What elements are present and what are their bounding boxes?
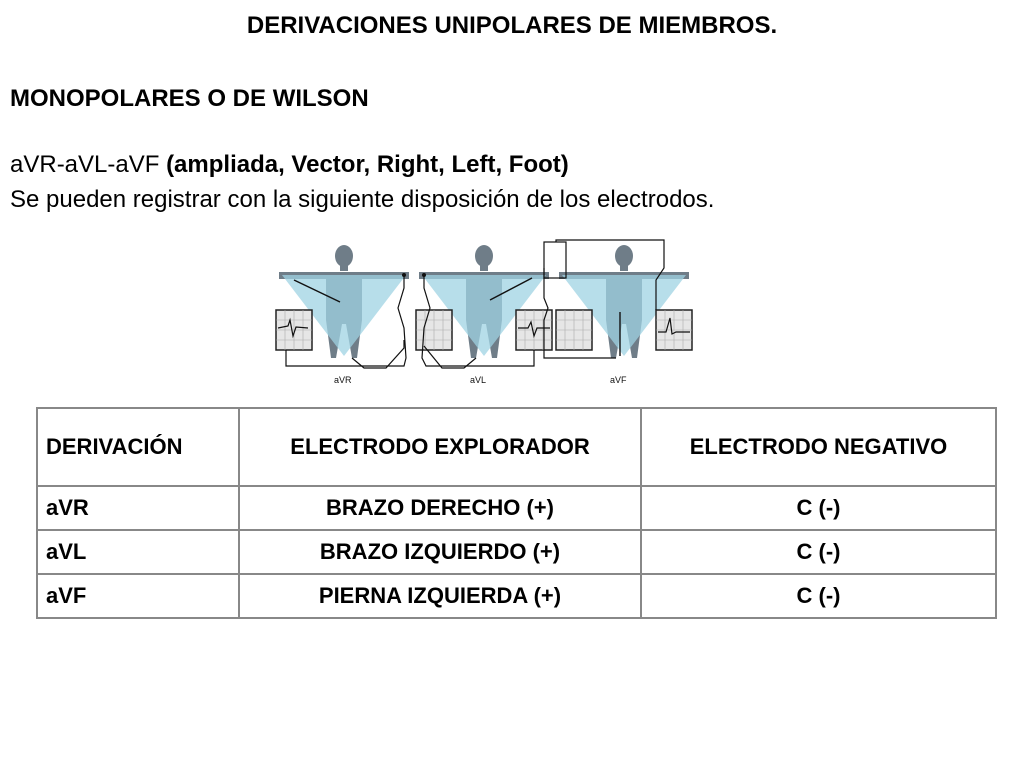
table-row [37,486,996,530]
cell-derivacion: aVF [37,574,239,618]
header-electrodo-negativo: ELECTRODO NEGATIVO [641,408,996,486]
header-derivacion: DERIVACIÓN [37,408,239,486]
cell-explorador: BRAZO IZQUIERDO (+) [239,530,641,574]
electrode-diagram [274,228,694,390]
cell-derivacion: aVL [37,530,239,574]
cell-explorador: PIERNA IZQUIERDA (+) [239,574,641,618]
header-electrodo-explorador: ELECTRODO EXPLORADOR [239,408,641,486]
table-row [37,574,996,618]
cell-derivacion: aVR [37,486,239,530]
avf-diagram [544,240,692,385]
table-row [37,530,996,574]
cell-explorador: BRAZO DERECHO (+) [239,486,641,530]
slide-title: DERIVACIONES UNIPOLARES DE MIEMBROS. [246,12,778,39]
cell-negativo: C (-) [641,530,996,574]
leads-description [10,151,569,179]
diagram-label-avl: aVL [470,375,487,385]
diagram-label-avr: aVR [334,375,352,385]
leads-names: aVR-aVL-aVF [10,151,167,178]
cell-negativo: C (-) [641,486,996,530]
section-subtitle: MONOPOLARES O DE WILSON [10,85,369,112]
avl-diagram [416,245,552,385]
leads-table [36,407,997,619]
avr-diagram [276,245,409,385]
cell-negativo: C (-) [641,574,996,618]
table-header-row [37,408,996,486]
leads-meaning: (ampliada, Vector, Right, Left, Foot) [166,151,569,178]
electrode-note: Se pueden registrar con la siguiente disposición de los electrodos. [10,186,715,213]
diagram-label-avf: aVF [610,375,627,385]
